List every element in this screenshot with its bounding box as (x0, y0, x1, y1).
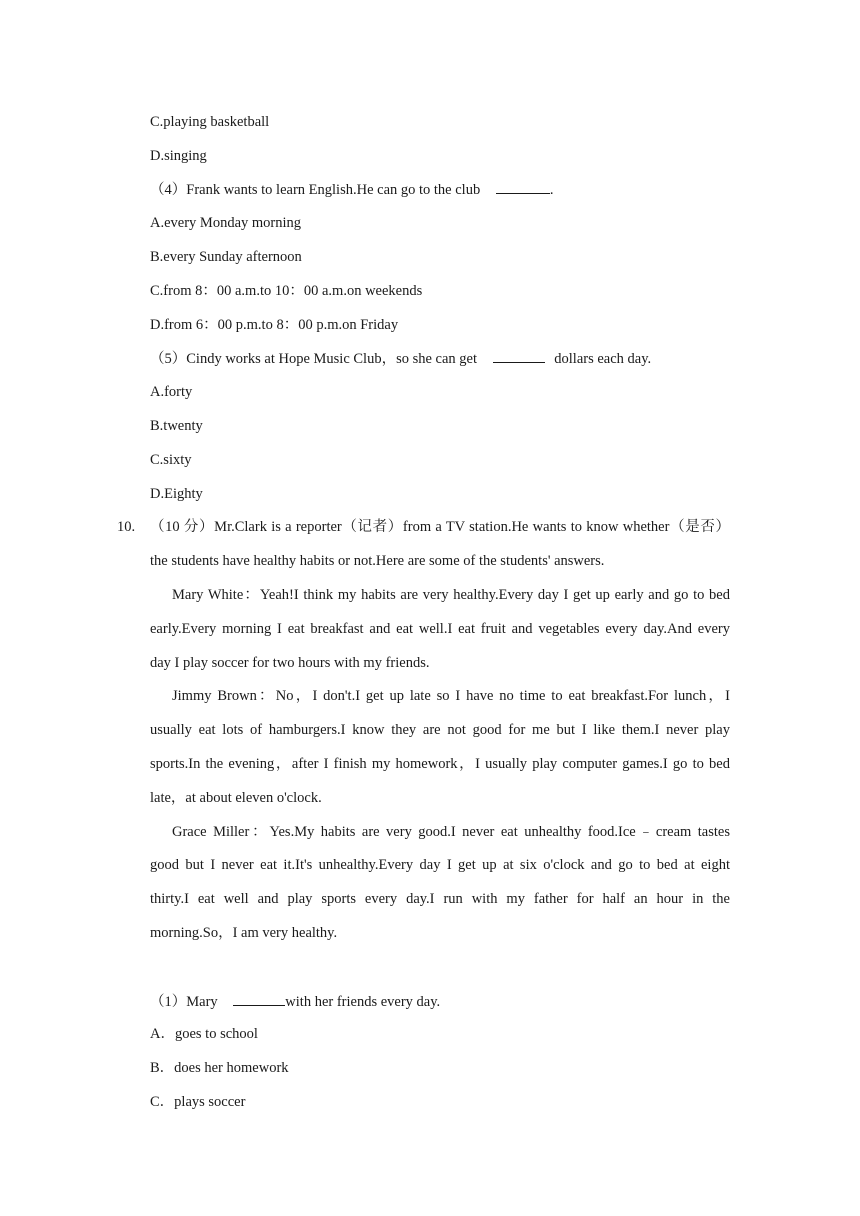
passage-line: morning.So，I am very healthy. (150, 925, 338, 941)
option-text: C.sixty (150, 452, 192, 468)
option-text: C.playing basketball (150, 114, 270, 130)
answer-blank (233, 991, 285, 1006)
option-text: B.every Sunday afternoon (150, 249, 302, 265)
question-stem (150, 179, 553, 200)
question-suffix: with her friends every day. (285, 994, 441, 1010)
question-intro: the students have healthy habits or not.Here are some of the students' answers. (150, 553, 605, 569)
question-intro: （10 分）Mr.Clark is a reporter（记者）from a TV station.He wants to know whether（是否） (150, 519, 730, 535)
question-suffix: dollars each day. (554, 351, 652, 367)
option-text: D.Eighty (150, 486, 203, 502)
question-text: （1）Mary (150, 994, 218, 1010)
passage-line: late，at about eleven o'clock. (150, 790, 322, 806)
passage-line: Grace Miller：Yes.My habits are very good.I never eat unhealthy food.Ice﹣cream tastes (172, 824, 730, 840)
question-stem (150, 991, 440, 1012)
answer-blank (496, 179, 550, 194)
passage-line: Mary White：Yeah!I think my habits are very healthy.Every day I get up early and go to bed (172, 587, 730, 603)
passage-line: day I play soccer for two hours with my friends. (150, 655, 430, 671)
question-text: （4）Frank wants to learn English.He can go to the club (150, 182, 481, 198)
option-text: C．plays soccer (150, 1094, 246, 1110)
question-number: 10. (117, 519, 136, 535)
passage-line: usually eat lots of hamburgers.I know they are not good for me but I like them.I never play (150, 722, 730, 738)
passage-line: thirty.I eat well and play sports every day.I run with my father for half an hour in the (150, 891, 730, 907)
option-text: B.twenty (150, 418, 203, 434)
option-text: A.every Monday morning (150, 215, 302, 231)
question-text: （5）Cindy works at Hope Music Club，so she can get (150, 351, 478, 367)
passage-line: good but I never eat it.It's unhealthy.Every day I get up at six o'clock and go to bed at eight (150, 857, 730, 873)
question-suffix: . (549, 182, 554, 198)
option-text: D.from 6：00 p.m.to 8：00 p.m.on Friday (150, 317, 399, 333)
passage-line: Jimmy Brown：No，I don't.I get up late so I have no time to eat breakfast.For lunch，I (172, 688, 730, 704)
question-stem (150, 348, 651, 369)
option-text: D.singing (150, 148, 207, 164)
passage-line: early.Every morning I eat breakfast and eat well.I eat fruit and vegetables every day.And every (150, 621, 730, 637)
option-text: C.from 8：00 a.m.to 10：00 a.m.on weekends (150, 283, 423, 299)
option-text: B．does her homework (150, 1060, 289, 1076)
passage-line: sports.In the evening，after I finish my homework，I usually play computer games.I go to bed (150, 756, 730, 772)
answer-blank (493, 348, 545, 363)
option-text: A．goes to school (150, 1026, 258, 1042)
option-text: A.forty (150, 384, 193, 400)
